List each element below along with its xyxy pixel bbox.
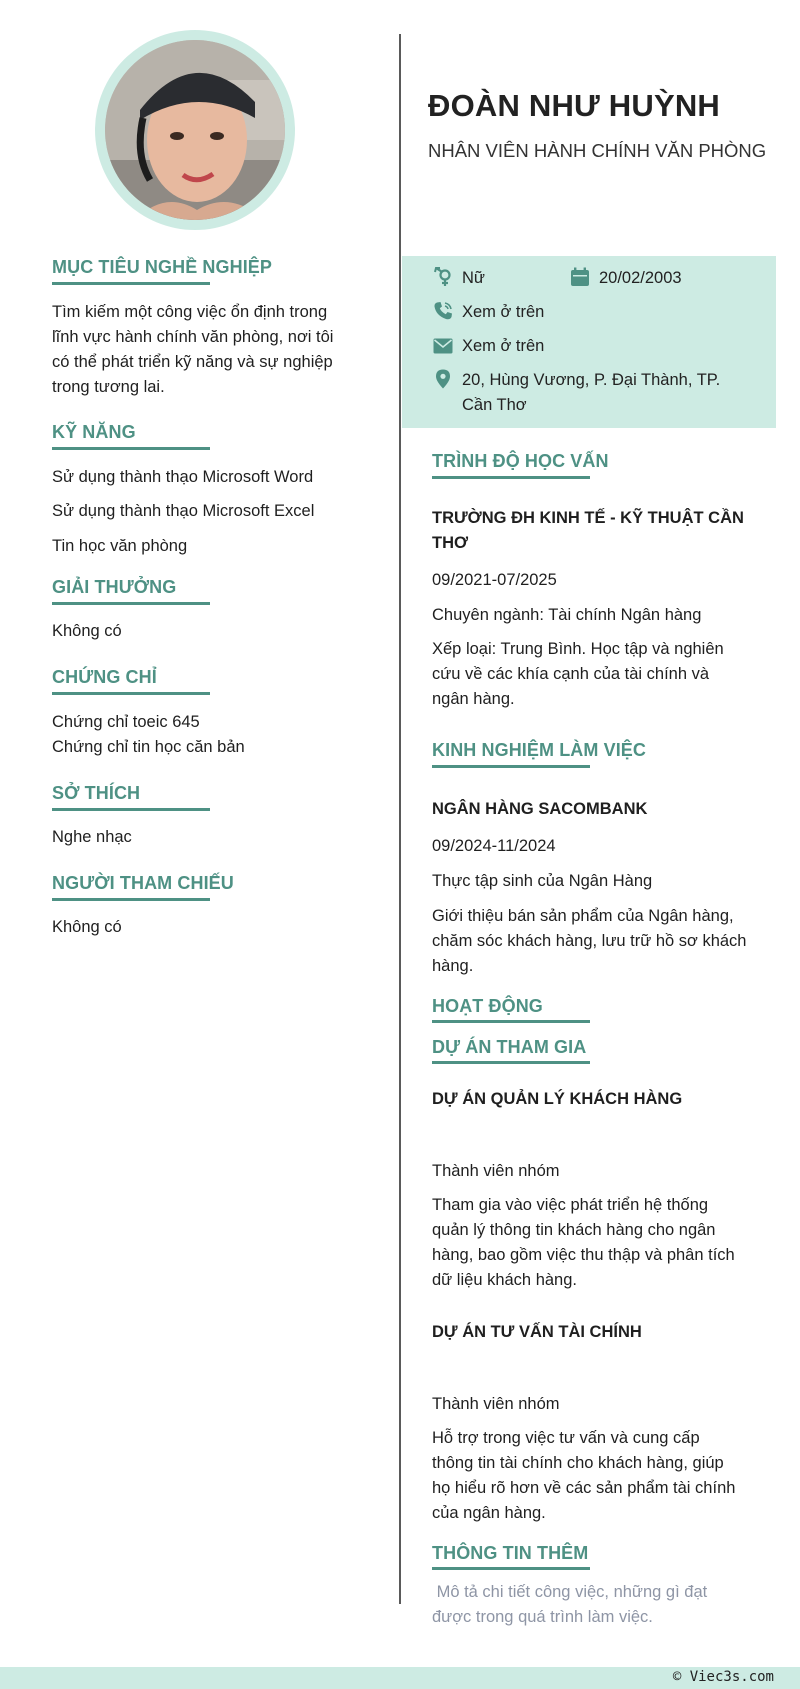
project-role: Thành viên nhóm <box>432 1162 560 1180</box>
project-name: DỰ ÁN TƯ VẤN TÀI CHÍNH <box>432 1323 642 1341</box>
skill-item: Tin học văn phòng <box>52 537 188 555</box>
avatar-ring <box>95 30 295 230</box>
skill-item: Sử dụng thành thạo Microsoft Excel <box>52 502 315 520</box>
objective-line: lĩnh vực hành chính văn phòng, nơi tôi <box>52 328 334 346</box>
projects-underline <box>432 1061 590 1064</box>
references-underline <box>52 898 210 901</box>
awards-underline <box>52 602 210 605</box>
experience-desc: chăm sóc khách hàng, lưu trữ hồ sơ khách <box>432 932 747 950</box>
references-text: Không có <box>52 918 122 936</box>
additional-info-placeholder[interactable]: được trong quá trình làm việc. <box>432 1608 653 1626</box>
certificates-underline <box>52 692 210 695</box>
activities-underline <box>432 1020 590 1023</box>
project-name: DỰ ÁN QUẢN LÝ KHÁCH HÀNG <box>432 1090 683 1108</box>
experience-underline <box>432 765 590 768</box>
column-divider <box>399 34 401 1604</box>
objective-line: Tìm kiếm một công việc ổn định trong <box>52 303 328 321</box>
objective-line: trong tương lai. <box>52 378 165 396</box>
email-icon <box>433 336 453 356</box>
project-desc: hàng, bao gồm việc thu thập và phân tích <box>432 1246 735 1264</box>
dob-value: 20/02/2003 <box>599 269 682 287</box>
awards-text: Không có <box>52 622 122 640</box>
location-icon <box>433 369 453 389</box>
objective-line: có thể phát triển kỹ năng và sự nghiệp <box>52 353 333 371</box>
education-desc: ngân hàng. <box>432 690 515 708</box>
experience-desc: Giới thiệu bán sản phẩm của Ngân hàng, <box>432 907 734 925</box>
gender-value: Nữ <box>462 269 485 287</box>
references-title: NGƯỜI THAM CHIẾU <box>52 873 234 893</box>
project-desc: Hỗ trợ trong việc tư vấn và cung cấp <box>432 1429 700 1447</box>
activities-title: HOẠT ĐỘNG <box>432 996 543 1016</box>
calendar-icon <box>570 267 590 287</box>
project-desc: thông tin tài chính cho khách hàng, giúp <box>432 1454 724 1472</box>
school-name: TRƯỜNG ĐH KINH TẾ - KỸ THUẬT CẦN <box>432 509 744 527</box>
skills-title: KỸ NĂNG <box>52 422 136 442</box>
education-major: Chuyên ngành: Tài chính Ngân hàng <box>432 606 702 624</box>
project-desc: quản lý thông tin khách hàng cho ngân <box>432 1221 716 1239</box>
project-desc: họ hiểu rõ hơn về các sản phẩm tài chính <box>432 1479 736 1497</box>
experience-role: Thực tập sinh của Ngân Hàng <box>432 872 653 890</box>
school-name: THƠ <box>432 534 469 552</box>
certificates-title: CHỨNG CHỈ <box>52 667 157 687</box>
address-line-2: Cần Thơ <box>462 396 527 414</box>
hobbies-text: Nghe nhạc <box>52 828 132 846</box>
hobbies-underline <box>52 808 210 811</box>
projects-title: DỰ ÁN THAM GIA <box>432 1037 587 1057</box>
certificate-item: Chứng chỉ tin học căn bản <box>52 738 245 756</box>
experience-desc: hàng. <box>432 957 474 975</box>
certificate-item: Chứng chỉ toeic 645 <box>52 713 200 731</box>
education-title: TRÌNH ĐỘ HỌC VẤN <box>432 451 609 471</box>
objective-title: MỤC TIÊU NGHỀ NGHIỆP <box>52 257 273 277</box>
additional-info-title: THÔNG TIN THÊM <box>432 1543 589 1563</box>
education-period: 09/2021-07/2025 <box>432 571 557 589</box>
watermark: © Viec3s.com <box>672 1669 774 1685</box>
job-title: NHÂN VIÊN HÀNH CHÍNH VĂN PHÒNG <box>428 140 767 161</box>
additional-info-placeholder[interactable]: Mô tả chi tiết công việc, những gì đạt <box>432 1583 708 1601</box>
hobbies-title: SỞ THÍCH <box>52 783 141 803</box>
candidate-name: ĐOÀN NHƯ HUỲNH <box>428 88 721 123</box>
awards-title: GIẢI THƯỞNG <box>52 577 177 597</box>
project-desc: của ngân hàng. <box>432 1504 546 1522</box>
gender-icon <box>433 267 453 287</box>
phone-value: Xem ở trên <box>462 303 545 321</box>
email-value: Xem ở trên <box>462 337 545 355</box>
experience-period: 09/2024-11/2024 <box>432 837 556 855</box>
address-line-1: 20, Hùng Vương, P. Đại Thành, TP. <box>462 371 721 389</box>
experience-title: KINH NGHIỆM LÀM VIỆC <box>432 740 647 760</box>
education-desc: Xếp loại: Trung Bình. Học tập và nghiên <box>432 640 724 658</box>
project-role: Thành viên nhóm <box>432 1395 560 1413</box>
objective-underline <box>52 282 210 285</box>
education-desc: cứu về các khía cạnh của tài chính và <box>432 665 710 683</box>
project-desc: Tham gia vào việc phát triển hệ thống <box>432 1196 709 1214</box>
skills-underline <box>52 447 210 450</box>
project-desc: dữ liệu khách hàng. <box>432 1271 577 1289</box>
phone-icon <box>433 301 453 321</box>
avatar <box>105 40 285 220</box>
footer-bar <box>0 1667 800 1689</box>
education-underline <box>432 476 590 479</box>
company-name: NGÂN HÀNG SACOMBANK <box>432 800 648 818</box>
skill-item: Sử dụng thành thạo Microsoft Word <box>52 468 314 486</box>
additional-info-underline <box>432 1567 590 1570</box>
